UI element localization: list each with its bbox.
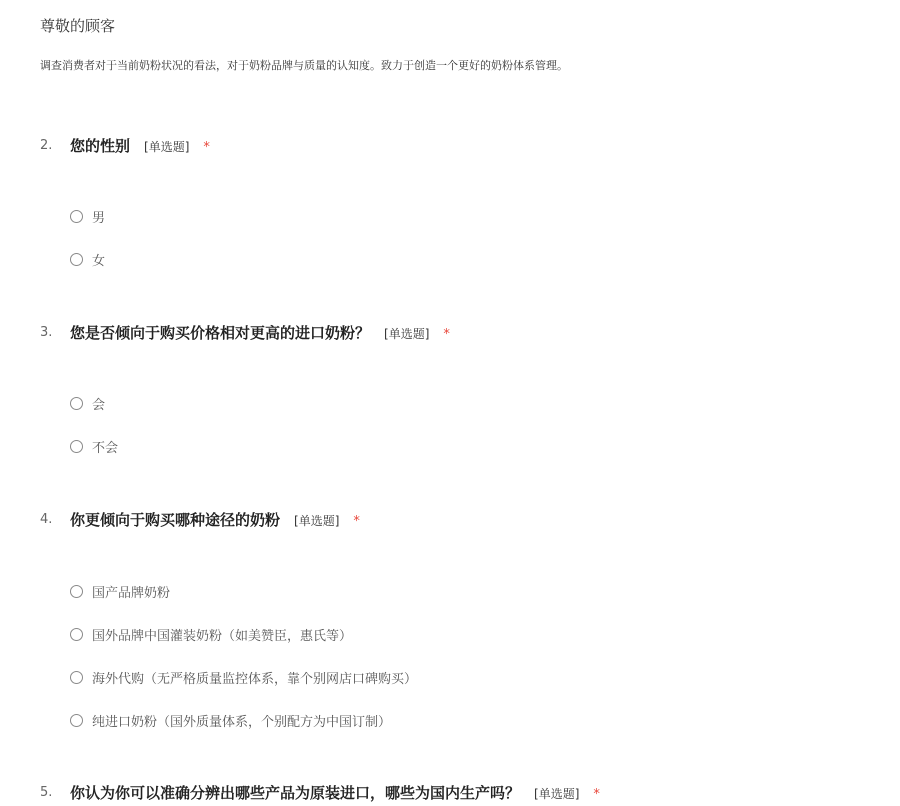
option-overseas-purchase[interactable] <box>70 667 417 687</box>
option-pure-import[interactable] <box>70 710 391 730</box>
question-title: 您的性别 <box>70 137 131 155</box>
question-number: 3. <box>40 325 53 340</box>
radio-unchecked-icon[interactable] <box>70 397 83 410</box>
survey-intro: 调查消费者对于当前奶粉状况的看法，对于奶粉品牌与质量的认知度。致力于创造一个更好的奶粉体系管理。 <box>40 59 568 72</box>
question-title-row <box>70 322 450 343</box>
option-label: 不会 <box>92 440 119 456</box>
question-header <box>0 782 900 806</box>
question-header <box>0 322 900 346</box>
radio-unchecked-icon[interactable] <box>70 714 83 727</box>
option-foreign-brand-china-canned[interactable] <box>70 624 352 644</box>
question-title-row <box>70 509 360 530</box>
required-asterisk: * <box>593 787 600 802</box>
question-number: 5. <box>40 785 53 800</box>
option-yes[interactable] <box>70 393 105 413</box>
required-asterisk: * <box>203 140 210 155</box>
question-header <box>0 509 900 533</box>
option-label: 纯进口奶粉（国外质量体系，个别配方为中国订制） <box>92 714 392 730</box>
radio-unchecked-icon[interactable] <box>70 628 83 641</box>
question-title: 您是否倾向于购买价格相对更高的进口奶粉？ <box>70 324 371 342</box>
option-label: 会 <box>92 397 106 413</box>
option-label: 海外代购（无严格质量监控体系，靠个别网店口碑购买） <box>92 671 418 687</box>
question-title: 你认为你可以准确分辨出哪些产品为原装进口，哪些为国内生产吗？ <box>70 784 521 802</box>
option-label: 国产品牌奶粉 <box>92 585 171 601</box>
option-male[interactable] <box>70 206 105 226</box>
radio-unchecked-icon[interactable] <box>70 585 83 598</box>
question-header <box>0 135 900 159</box>
required-asterisk: * <box>443 327 450 342</box>
question-type-label: [单选题] <box>294 514 340 528</box>
question-title: 你更倾向于购买哪种途径的奶粉 <box>70 511 281 529</box>
survey-greeting: 尊敬的顾客 <box>40 17 116 35</box>
option-female[interactable] <box>70 249 105 269</box>
question-type-label: [单选题] <box>534 787 580 801</box>
question-number: 4. <box>40 512 53 527</box>
radio-unchecked-icon[interactable] <box>70 671 83 684</box>
radio-unchecked-icon[interactable] <box>70 440 83 453</box>
question-type-label: [单选题] <box>384 327 430 341</box>
required-asterisk: * <box>353 514 360 529</box>
radio-unchecked-icon[interactable] <box>70 210 83 223</box>
radio-unchecked-icon[interactable] <box>70 253 83 266</box>
question-title-row <box>70 135 210 156</box>
question-number: 2. <box>40 138 53 153</box>
option-label: 女 <box>92 253 106 269</box>
option-no[interactable] <box>70 436 118 456</box>
option-label: 男 <box>92 210 106 226</box>
option-label: 国外品牌中国灌装奶粉（如美赞臣，惠氏等） <box>92 628 353 644</box>
option-domestic-brand[interactable] <box>70 581 170 601</box>
question-type-label: [单选题] <box>144 140 190 154</box>
